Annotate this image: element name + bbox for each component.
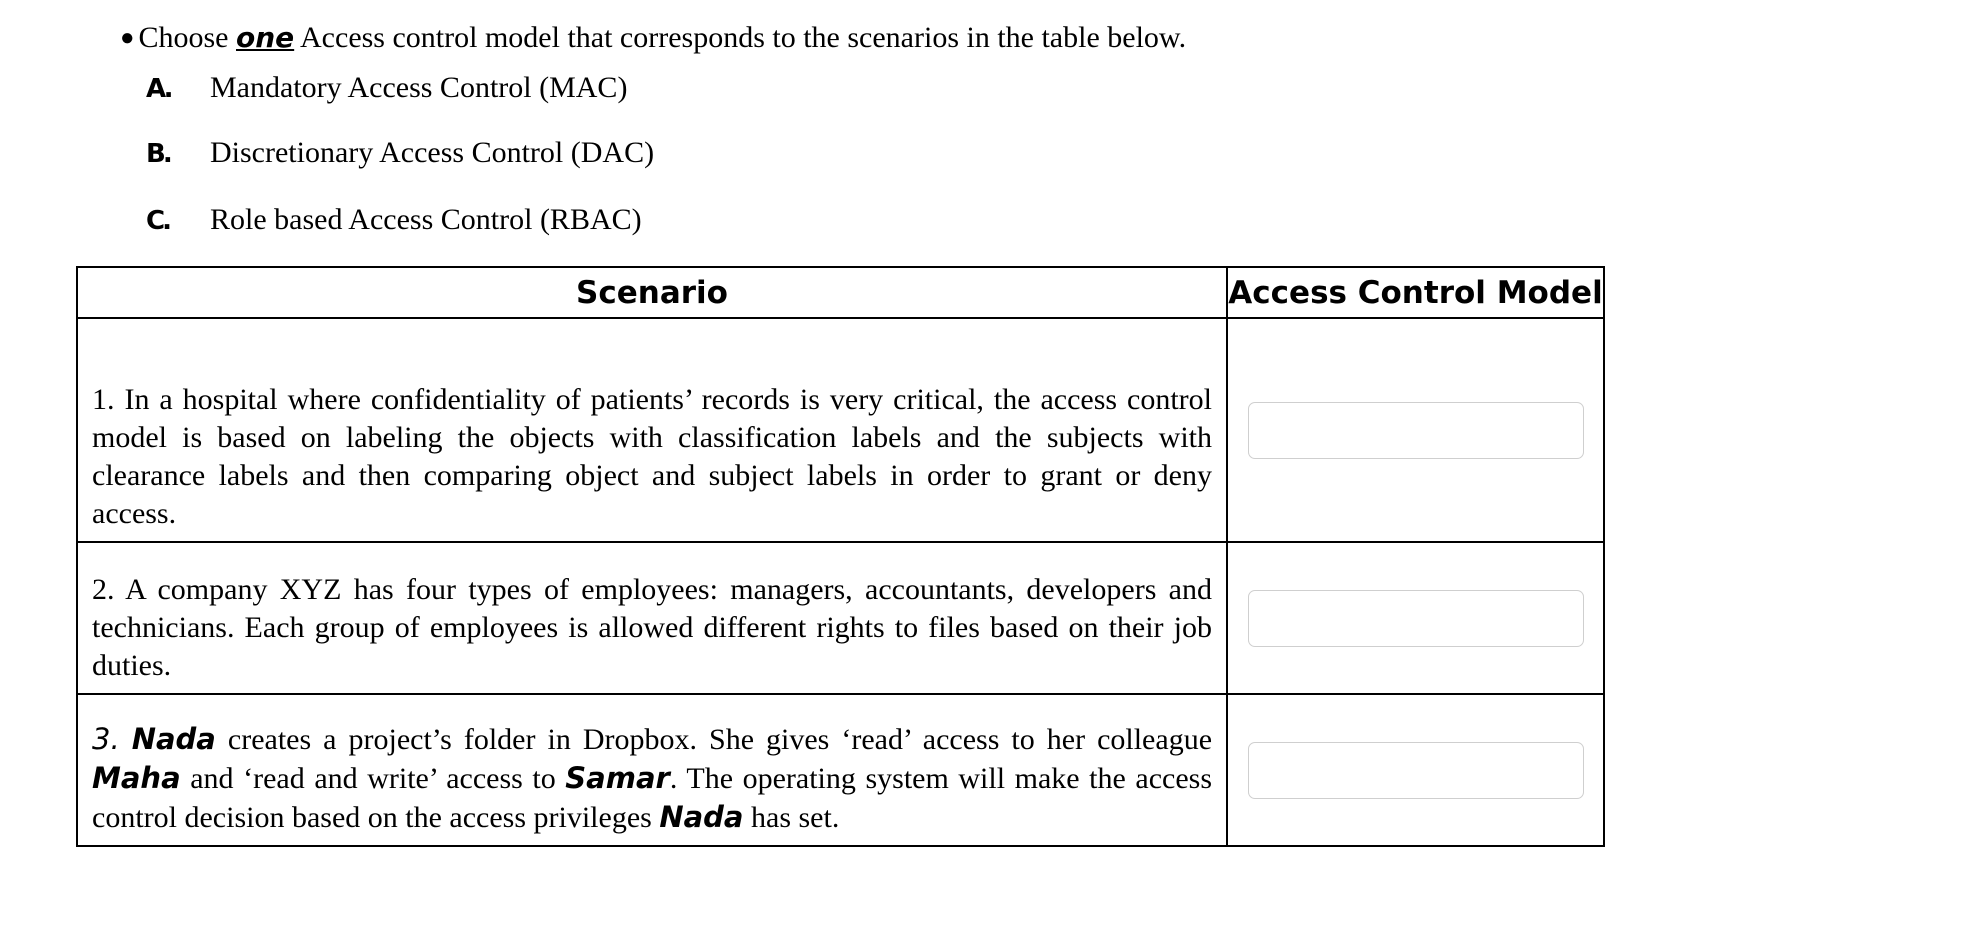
table-header-row	[77, 267, 1604, 318]
scenario-table	[76, 266, 1605, 847]
person-name: Nada	[659, 800, 744, 834]
scenario-2-text: 2. A company XYZ has four types of employees: managers, accountants, developers and technicians. Each group of employees is allowed different rights to files based on their job duties.	[77, 542, 1227, 694]
scenario-3-text	[77, 694, 1227, 846]
answer-cell	[1227, 694, 1604, 846]
option-letter: C.	[146, 206, 169, 236]
instruction-after: Access control model that corresponds to the scenarios in the table below.	[294, 21, 1187, 54]
scenario-3-segment: has set.	[743, 801, 840, 834]
table-row	[77, 694, 1604, 846]
model-header: Access Control Model	[1227, 267, 1604, 318]
scenario-3-number: 3.	[92, 722, 120, 756]
option-b	[146, 133, 654, 174]
option-label: Mandatory Access Control (MAC)	[210, 71, 628, 104]
option-a	[146, 68, 627, 109]
person-name: Nada	[131, 722, 216, 756]
option-c	[146, 200, 642, 241]
scenario-1-text: 1. In a hospital where confidentiality of patients’ records is very critical, the access control model is based on labeling the objects with classification labels and the subjects with clearance labels and then comparing object and subject labels in order to grant or deny access.	[77, 318, 1227, 542]
answer-cell	[1227, 318, 1604, 542]
answer-cell	[1227, 542, 1604, 694]
bullet-icon: ●	[120, 25, 135, 51]
table-row	[77, 318, 1604, 542]
person-name: Samar	[565, 761, 670, 795]
answer-input-3[interactable]	[1248, 742, 1584, 799]
option-letter: B.	[146, 139, 170, 169]
instruction-text	[120, 18, 1186, 58]
answer-input-1[interactable]	[1248, 402, 1584, 459]
scenario-3-segment: . The operating system will make the access control decision based on the access privileges	[92, 762, 1213, 834]
answer-input-2[interactable]	[1248, 590, 1584, 647]
instruction-emphasis: one	[236, 21, 295, 54]
option-label: Discretionary Access Control (DAC)	[210, 136, 655, 169]
option-letter: A.	[146, 74, 171, 104]
instruction-before: Choose	[138, 21, 236, 54]
person-name: Maha	[92, 761, 181, 795]
option-label: Role based Access Control (RBAC)	[210, 203, 642, 236]
table-row	[77, 542, 1604, 694]
scenario-3-segment: and ‘read and write’ access to	[180, 762, 566, 795]
scenario-header: Scenario	[77, 267, 1227, 318]
scenario-3-segment: creates a project’s folder in Dropbox. She gives ‘read’ access to her colleague	[215, 723, 1213, 756]
